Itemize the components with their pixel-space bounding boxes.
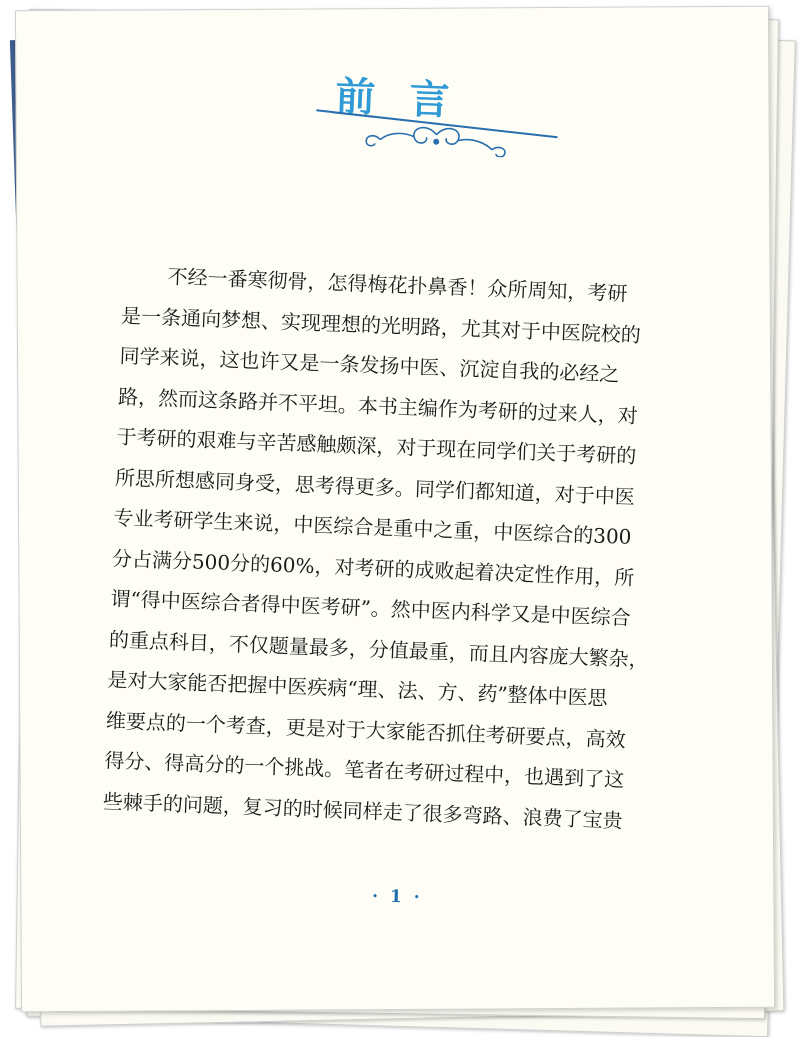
text-line: 不经一番寒彻骨，怎得梅花扑鼻香！众所周知，考研 <box>167 264 628 306</box>
text-line: 是对大家能否把握中医疾病“理、法、方、药”整体中医思 <box>107 667 609 711</box>
text-line: 谓“得中医综合者得中医考研”。然中医内科学又是中医综合 <box>110 586 632 630</box>
page-heading: 前言 <box>334 73 485 126</box>
text-line: 些棘手的问题，复习的时候同样走了很多弯路、浪费了宝贵 <box>102 788 624 833</box>
preface-body <box>102 255 713 844</box>
text-line: 是一条通向梦想、实现理想的光明路，尤其对于中医院校的 <box>120 303 642 347</box>
text-line: 的重点科目，不仅题量最多，分值最重，而且内容庞大繁杂， <box>108 626 650 672</box>
text-line: 路，然而这条路并不平坦。本书主编作为考研的过来人，对 <box>117 384 639 428</box>
text-line: 分占满分500分的60%，对考研的成败起着决定性作用，所 <box>111 545 635 590</box>
text-line: 维要点的一个考查，更是对于大家能否抓住考研要点，高效 <box>105 707 627 752</box>
page-number: · 1 · <box>371 886 423 908</box>
ornament-divider <box>311 100 563 159</box>
text-line: 专业考研学生来说，中医综合是重中之重，中医综合的300 <box>113 505 632 549</box>
document-page <box>15 6 775 1013</box>
text-line: 所思所想感同身受，思考得更多。同学们都知道，对于中医 <box>114 465 636 509</box>
text-line: 于考研的艰难与辛苦感触颇深，对于现在同学们关于考研的 <box>116 424 637 469</box>
text-line: 同学来说，这也许又是一条发扬中医、沉淀自我的必经之 <box>119 343 620 387</box>
text-line: 得分、得高分的一个挑战。笔者在考研过程中，也遇到了这 <box>104 748 625 792</box>
